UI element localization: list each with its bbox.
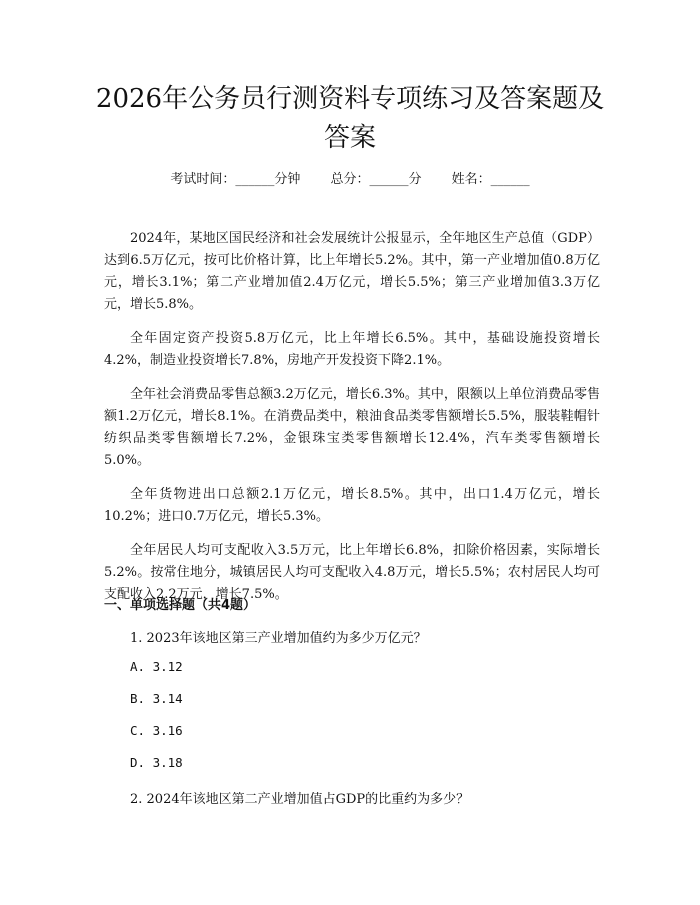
title-line-1: 2026年公务员行测资料专项练习及答案题及	[95, 84, 605, 114]
paragraph-consumption: 全年社会消费品零售总额3.2万亿元，增长6.3%。其中，限额以上单位消费品零售额1.2万亿元，增长8.1%。在消费品类中，粮油食品类零售额增长5.5%，服装鞋帽针纺织品类零售额增长7.2%，金银珠宝类零售额增长12.4%，汽车类零售额增长5.0%。	[104, 387, 600, 468]
question-2: 2. 2024年该地区第二产业增加值占GDP的比重约为多少？	[130, 792, 470, 807]
statistics-passage	[104, 228, 600, 618]
paragraph-income: 全年居民人均可支配收入3.5万元，比上年增长6.8%，扣除价格因素，实际增长5.2%。按常住地分，城镇居民人均可支配收入4.8万元，增长5.5%；农村居民人均可支配收入2.2万元，增长7.5%。	[104, 543, 600, 602]
document-title	[60, 80, 640, 158]
title-line-2: 答案	[323, 123, 376, 153]
paragraph-trade: 全年货物进出口总额2.1万亿元，增长8.5%。其中，出口1.4万亿元，增长10.2%；进口0.7万亿元，增长5.3%。	[104, 487, 600, 524]
question-1-option-c: C. 3.16	[130, 723, 183, 738]
question-1-option-d: D. 3.18	[130, 755, 183, 770]
exam-meta	[0, 168, 700, 187]
question-1-option-a: A. 3.12	[130, 659, 183, 674]
paragraph-investment: 全年固定资产投资5.8万亿元，比上年增长6.5%。其中，基础设施投资增长4.2%，制造业投资增长7.8%，房地产开发投资下降2.1%。	[104, 331, 600, 368]
total-score-field: 总分：______分	[330, 172, 422, 187]
question-1: 1. 2023年该地区第三产业增加值约为多少万亿元？	[130, 631, 427, 646]
exam-time-field: 考试时间：______分钟	[170, 172, 301, 187]
paragraph-gdp: 2024年，某地区国民经济和社会发展统计公报显示，全年地区生产总值（GDP）达到6.5万亿元，按可比价格计算，比上年增长5.2%。其中，第一产业增加值0.8万亿元，增长3.1%；第二产业增加值2.4万亿元，增长5.5%；第三产业增加值3.3万亿元，增长5.8%。	[104, 231, 600, 312]
name-field: 姓名：______	[451, 172, 530, 187]
question-1-option-b: B. 3.14	[130, 691, 183, 706]
section-title: 一、单项选择题（共4题）	[104, 598, 257, 613]
